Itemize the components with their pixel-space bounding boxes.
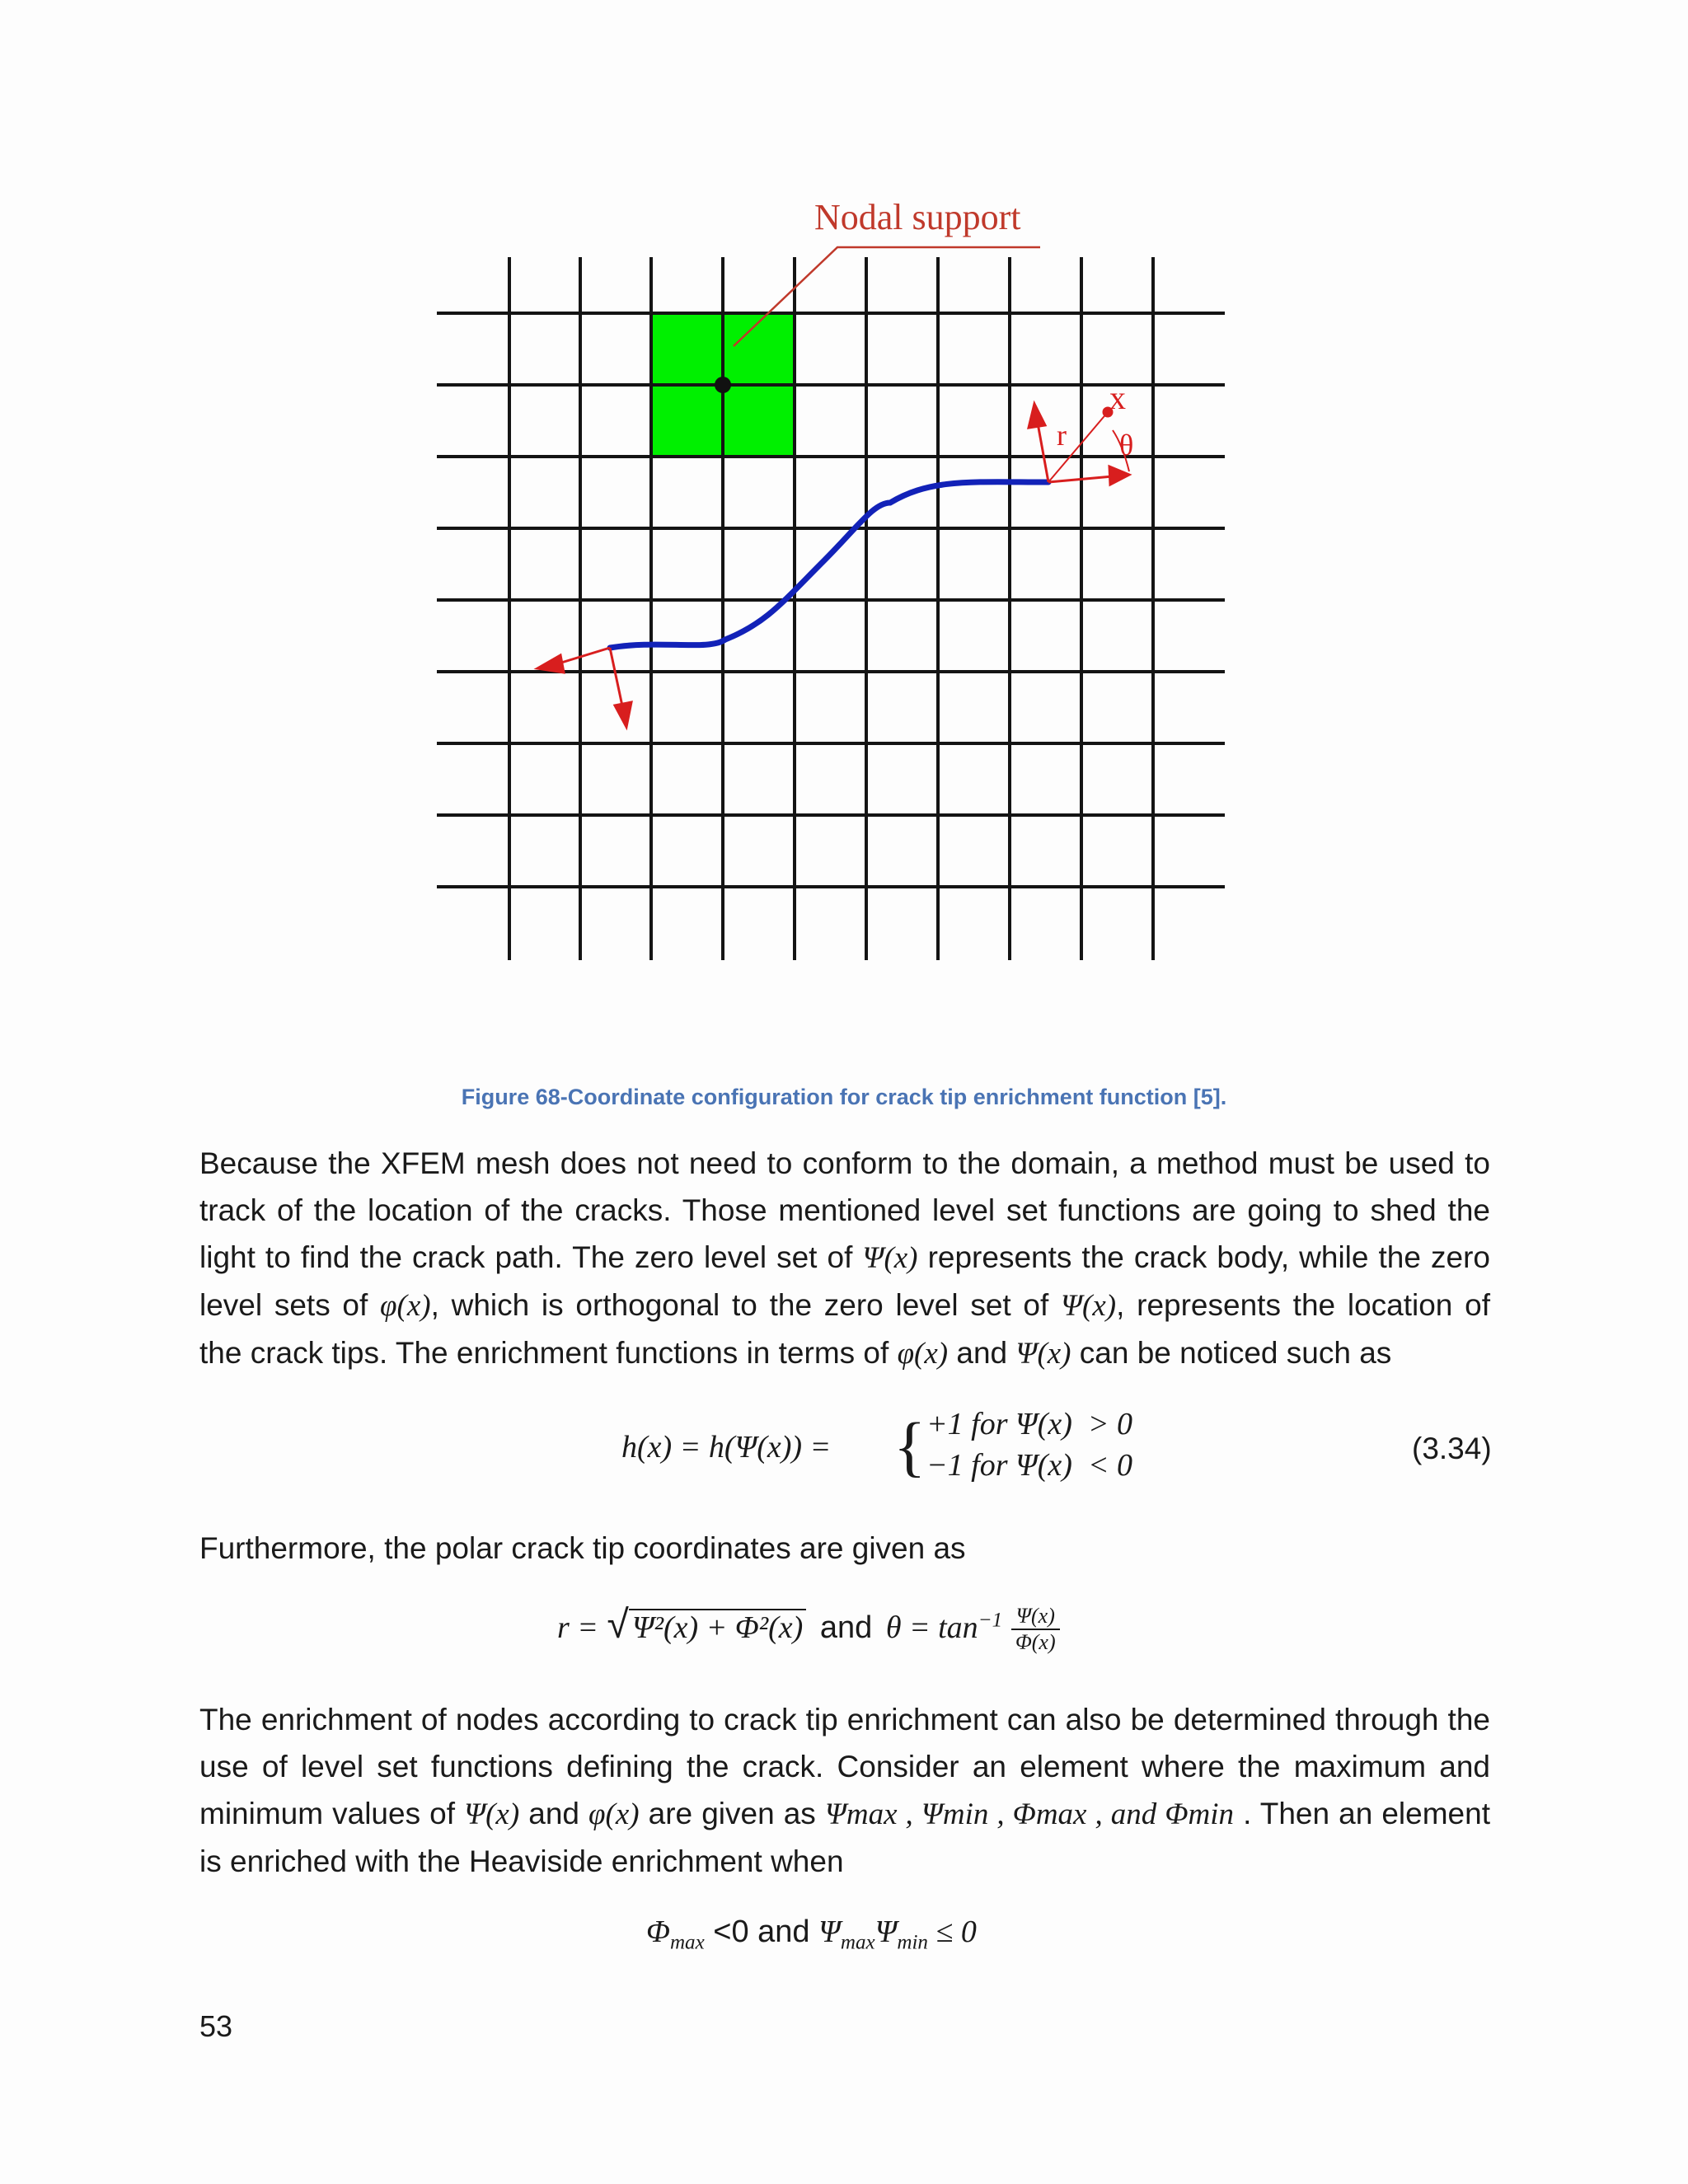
eq334-brace: { <box>893 1408 926 1483</box>
sqrt-sign: √ <box>607 1603 629 1647</box>
eq334-lhs: h(x) = h(Ψ(x)) = <box>621 1430 832 1465</box>
paragraph-1 <box>199 1140 1490 1377</box>
equation-condition: $\Phi_{max} <0$ and $\Psi_{max}\Psi_{min} \le 0$ <box>646 1915 977 1954</box>
crack-path <box>610 482 1048 648</box>
crack-tip-figure <box>0 0 1688 1071</box>
page-number: 53 <box>199 2009 233 2043</box>
mesh-grid <box>437 257 1225 960</box>
p3-line-4: is enriched with the Heaviside enrichment when <box>199 1844 844 1878</box>
p1-line-1: Because the XFEM mesh does not need to conform to the domain, a method must be used to <box>199 1146 1490 1180</box>
polar-and: and <box>819 1610 873 1645</box>
paragraph-2 <box>199 1525 1490 1572</box>
p1-line-2: track of the location of the cracks. Those mentioned level set functions are going to shed the <box>199 1193 1490 1227</box>
fraction-numerator: Ψ(x) <box>1011 1604 1060 1630</box>
polar-theta-lhs: θ = tan <box>885 1610 978 1645</box>
equation-number: (3.34) <box>1412 1432 1492 1465</box>
r-label: r <box>1057 419 1067 452</box>
p3-line-1: The enrichment of nodes according to crack tip enrichment can also be determined through the <box>199 1703 1490 1736</box>
tan-inverse-sup: −1 <box>978 1609 1003 1632</box>
sqrt-body: Ψ²(x) + Φ²(x) <box>629 1609 806 1645</box>
polar-r-lhs: r = <box>557 1610 598 1645</box>
eq334-case-1: +1 for Ψ(x) > 0 <box>926 1407 1133 1441</box>
p1-line-3: light to find the crack path. The zero level set of Ψ(x) represents the crack body, while the zero <box>199 1240 1490 1275</box>
left-tip-axes <box>537 648 631 727</box>
paragraph-3 <box>199 1696 1490 1885</box>
p3-line-3: minimum values of Ψ(x) and φ(x) are given as Ψmax , Ψmin , Φmax , and Φmin . Then an element <box>199 1797 1490 1831</box>
p1-line-4: level sets of φ(x), which is orthogonal to the zero level set of Ψ(x), represents the location of <box>199 1288 1490 1323</box>
polar-fraction <box>1011 1604 1060 1655</box>
x-label: x <box>1109 379 1126 416</box>
p1-line-5: the crack tips. The enrichment functions in terms of φ(x) and Ψ(x) can be noticed such as <box>199 1336 1392 1371</box>
p3-line-2: use of level set functions defining the crack. Consider an element where the maximum and <box>199 1750 1490 1783</box>
eq334-case-2: −1 for Ψ(x) < 0 <box>926 1448 1133 1483</box>
callout-label: Nodal support <box>814 197 1021 237</box>
fraction-denominator: Φ(x) <box>1015 1629 1056 1654</box>
support-node <box>715 377 731 393</box>
equation-polar <box>557 1602 1060 1655</box>
figure-caption: Figure 68-Coordinate configuration for crack tip enrichment function [5]. <box>461 1085 1227 1109</box>
theta-label: θ <box>1119 429 1134 462</box>
p2-text: Furthermore, the polar crack tip coordinates are given as <box>199 1531 966 1565</box>
